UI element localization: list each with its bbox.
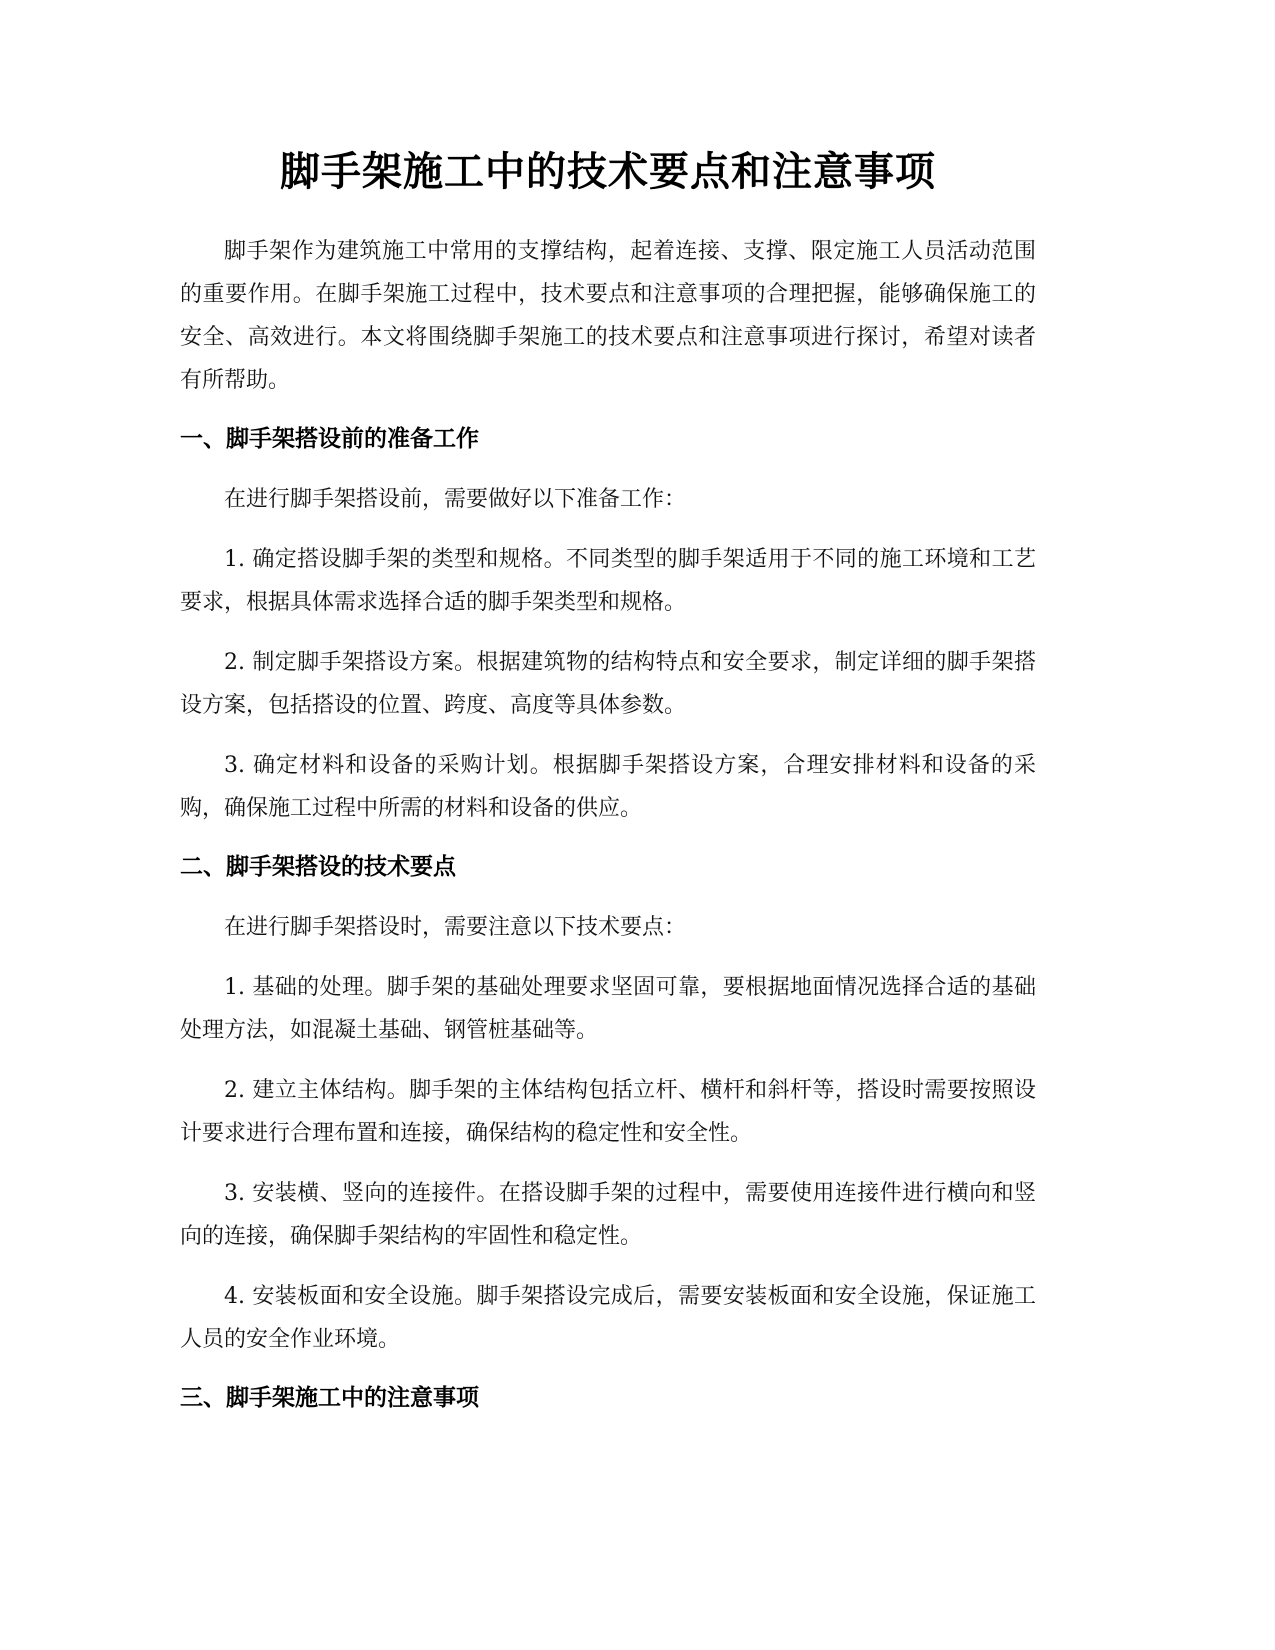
- document-page: [180, 140, 1036, 1437]
- list-item: 3. 安装横、竖向的连接件。在搭设脚手架的过程中，需要使用连接件进行横向和竖向的连接，确保脚手架结构的牢固性和稳定性。: [180, 1181, 1036, 1249]
- section-heading-precautions: 三、脚手架施工中的注意事项: [180, 1385, 479, 1411]
- list-item: 1. 确定搭设脚手架的类型和规格。不同类型的脚手架适用于不同的施工环境和工艺要求，根据具体需求选择合适的脚手架类型和规格。: [180, 547, 1036, 615]
- list-item: 2. 制定脚手架搭设方案。根据建筑物的结构特点和安全要求，制定详细的脚手架搭设方案，包括搭设的位置、跨度、高度等具体参数。: [180, 650, 1036, 718]
- section-heading-preparation: 一、脚手架搭设前的准备工作: [180, 426, 479, 452]
- section-lead: 在进行脚手架搭设时，需要注意以下技术要点：: [224, 915, 687, 940]
- section-heading-technical-points: 二、脚手架搭设的技术要点: [180, 854, 456, 880]
- section-lead: 在进行脚手架搭设前，需要做好以下准备工作：: [224, 487, 687, 512]
- list-item: 1. 基础的处理。脚手架的基础处理要求坚固可靠，要根据地面情况选择合适的基础处理方法，如混凝土基础、钢管桩基础等。: [180, 975, 1036, 1043]
- document-title: 脚手架施工中的技术要点和注意事项: [280, 149, 936, 195]
- list-item: 4. 安装板面和安全设施。脚手架搭设完成后，需要安装板面和安全设施，保证施工人员的安全作业环境。: [180, 1284, 1036, 1352]
- intro-paragraph: 脚手架作为建筑施工中常用的支撑结构，起着连接、支撑、限定施工人员活动范围的重要作用。在脚手架施工过程中，技术要点和注意事项的合理把握，能够确保施工的安全、高效进行。本文将围绕脚手架施工的技术要点和注意事项进行探讨，希望对读者有所帮助。: [180, 239, 1036, 393]
- list-item: 2. 建立主体结构。脚手架的主体结构包括立杆、横杆和斜杆等，搭设时需要按照设计要求进行合理布置和连接，确保结构的稳定性和安全性。: [180, 1078, 1036, 1146]
- list-item: 3. 确定材料和设备的采购计划。根据脚手架搭设方案，合理安排材料和设备的采购，确保施工过程中所需的材料和设备的供应。: [180, 753, 1036, 821]
